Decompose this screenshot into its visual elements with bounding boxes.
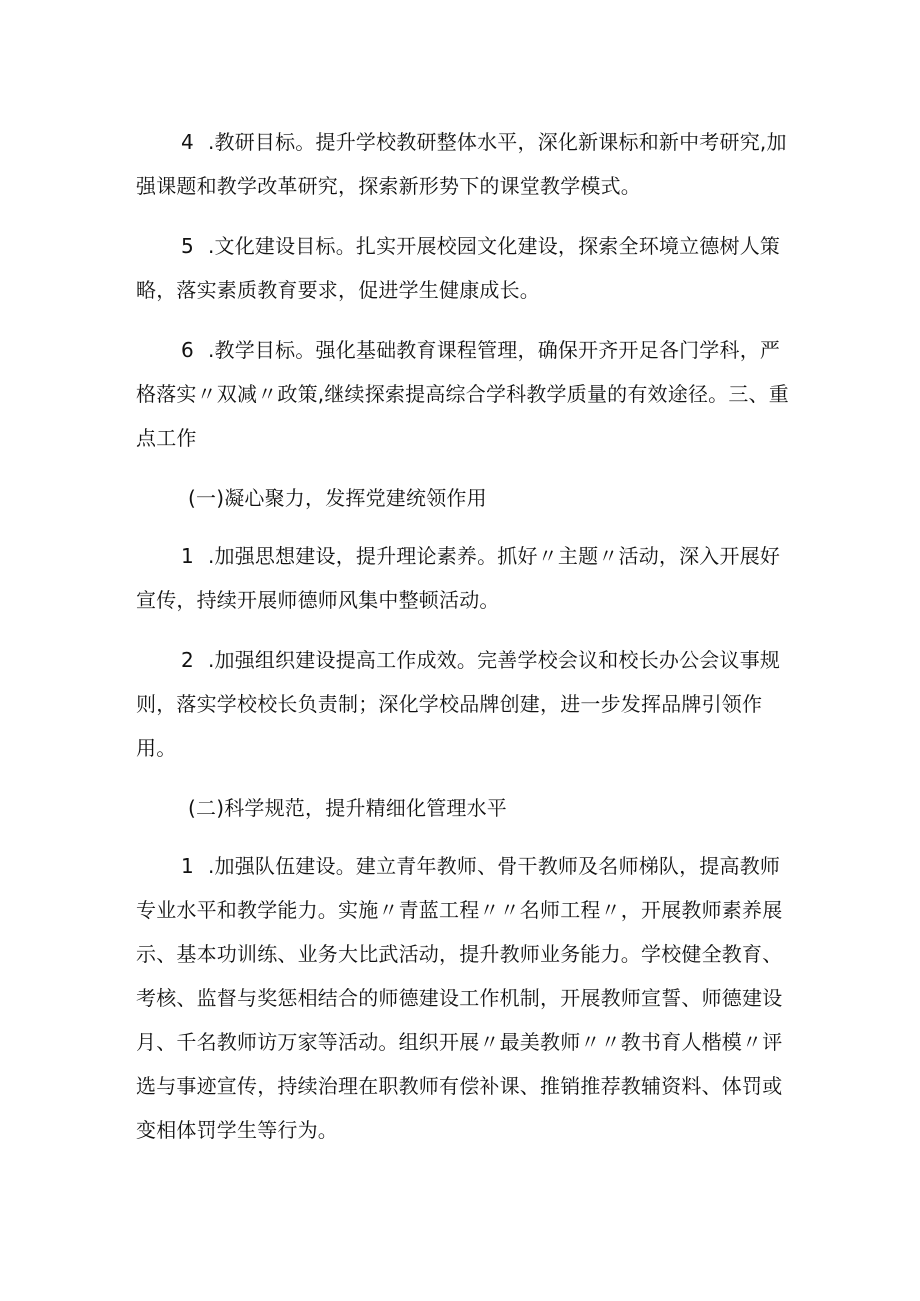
item-number: 4: [181, 130, 194, 154]
paragraph-goal-4: [136, 120, 792, 208]
paragraph-text: .文化建设目标。扎实开展校园文化建设，探索全环境立德树人策略，落实素质教育要求，促进学生健康成长。: [136, 234, 781, 302]
section-heading-1: (一)凝心聚力，发挥党建统领作用: [188, 486, 487, 510]
section-heading-2: (二)科学规范，提升精细化管理水平: [188, 796, 508, 820]
document-body: [136, 120, 792, 1168]
paragraph-text: .加强思想建设，提升理论素养。抓好〃主题〃活动，深入开展好宣传，持续开展师德师风集中整顿活动。: [136, 544, 781, 612]
paragraph-task-1-2: [136, 638, 792, 770]
paragraph-goal-6: [136, 328, 792, 460]
paragraph-text: .教学目标。强化基础教育课程管理，确保开齐开足各门学科，严格落实〃双减〃政策,继续探索提高综合学科教学质量的有效途径。三、重点工作: [136, 338, 789, 450]
item-number: 1: [181, 854, 194, 878]
item-number: 2: [181, 648, 194, 672]
item-number: 1: [181, 544, 194, 568]
paragraph-goal-5: [136, 224, 792, 312]
paragraph-task-1-1: [136, 534, 792, 622]
paragraph-text: .教研目标。提升学校教研整体水平，深化新课标和新中考研究,加强课题和教学改革研究，探索新形势下的课堂教学模式。: [136, 130, 787, 198]
item-number: 5: [181, 234, 194, 258]
paragraph-task-2-1: [136, 844, 792, 1152]
paragraph-text: .加强队伍建设。建立青年教师、骨干教师及名师梯队，提高教师专业水平和教学能力。实施〃青蓝工程〃〃名师工程〃，开展教师素养展示、基本功训练、业务大比武活动，提升教师业务能力。学校健全教育、考核、监督与奖惩相结合的师德建设工作机制，开展教师宣誓、师德建设月、千名教师访万家等活动。组织开展〃最美教师〃〃教书育人楷模〃评选与事迹宣传，持续治理在职教师有偿补课、推销推荐教辅资料、体罚或变相体罚学生等行为。: [136, 854, 783, 1142]
paragraph-text: .加强组织建设提高工作成效。完善学校会议和校长办公会议事规则，落实学校校长负责制；深化学校品牌创建，进一步发挥品牌引领作用。: [136, 648, 781, 760]
item-number: 6: [181, 338, 194, 362]
